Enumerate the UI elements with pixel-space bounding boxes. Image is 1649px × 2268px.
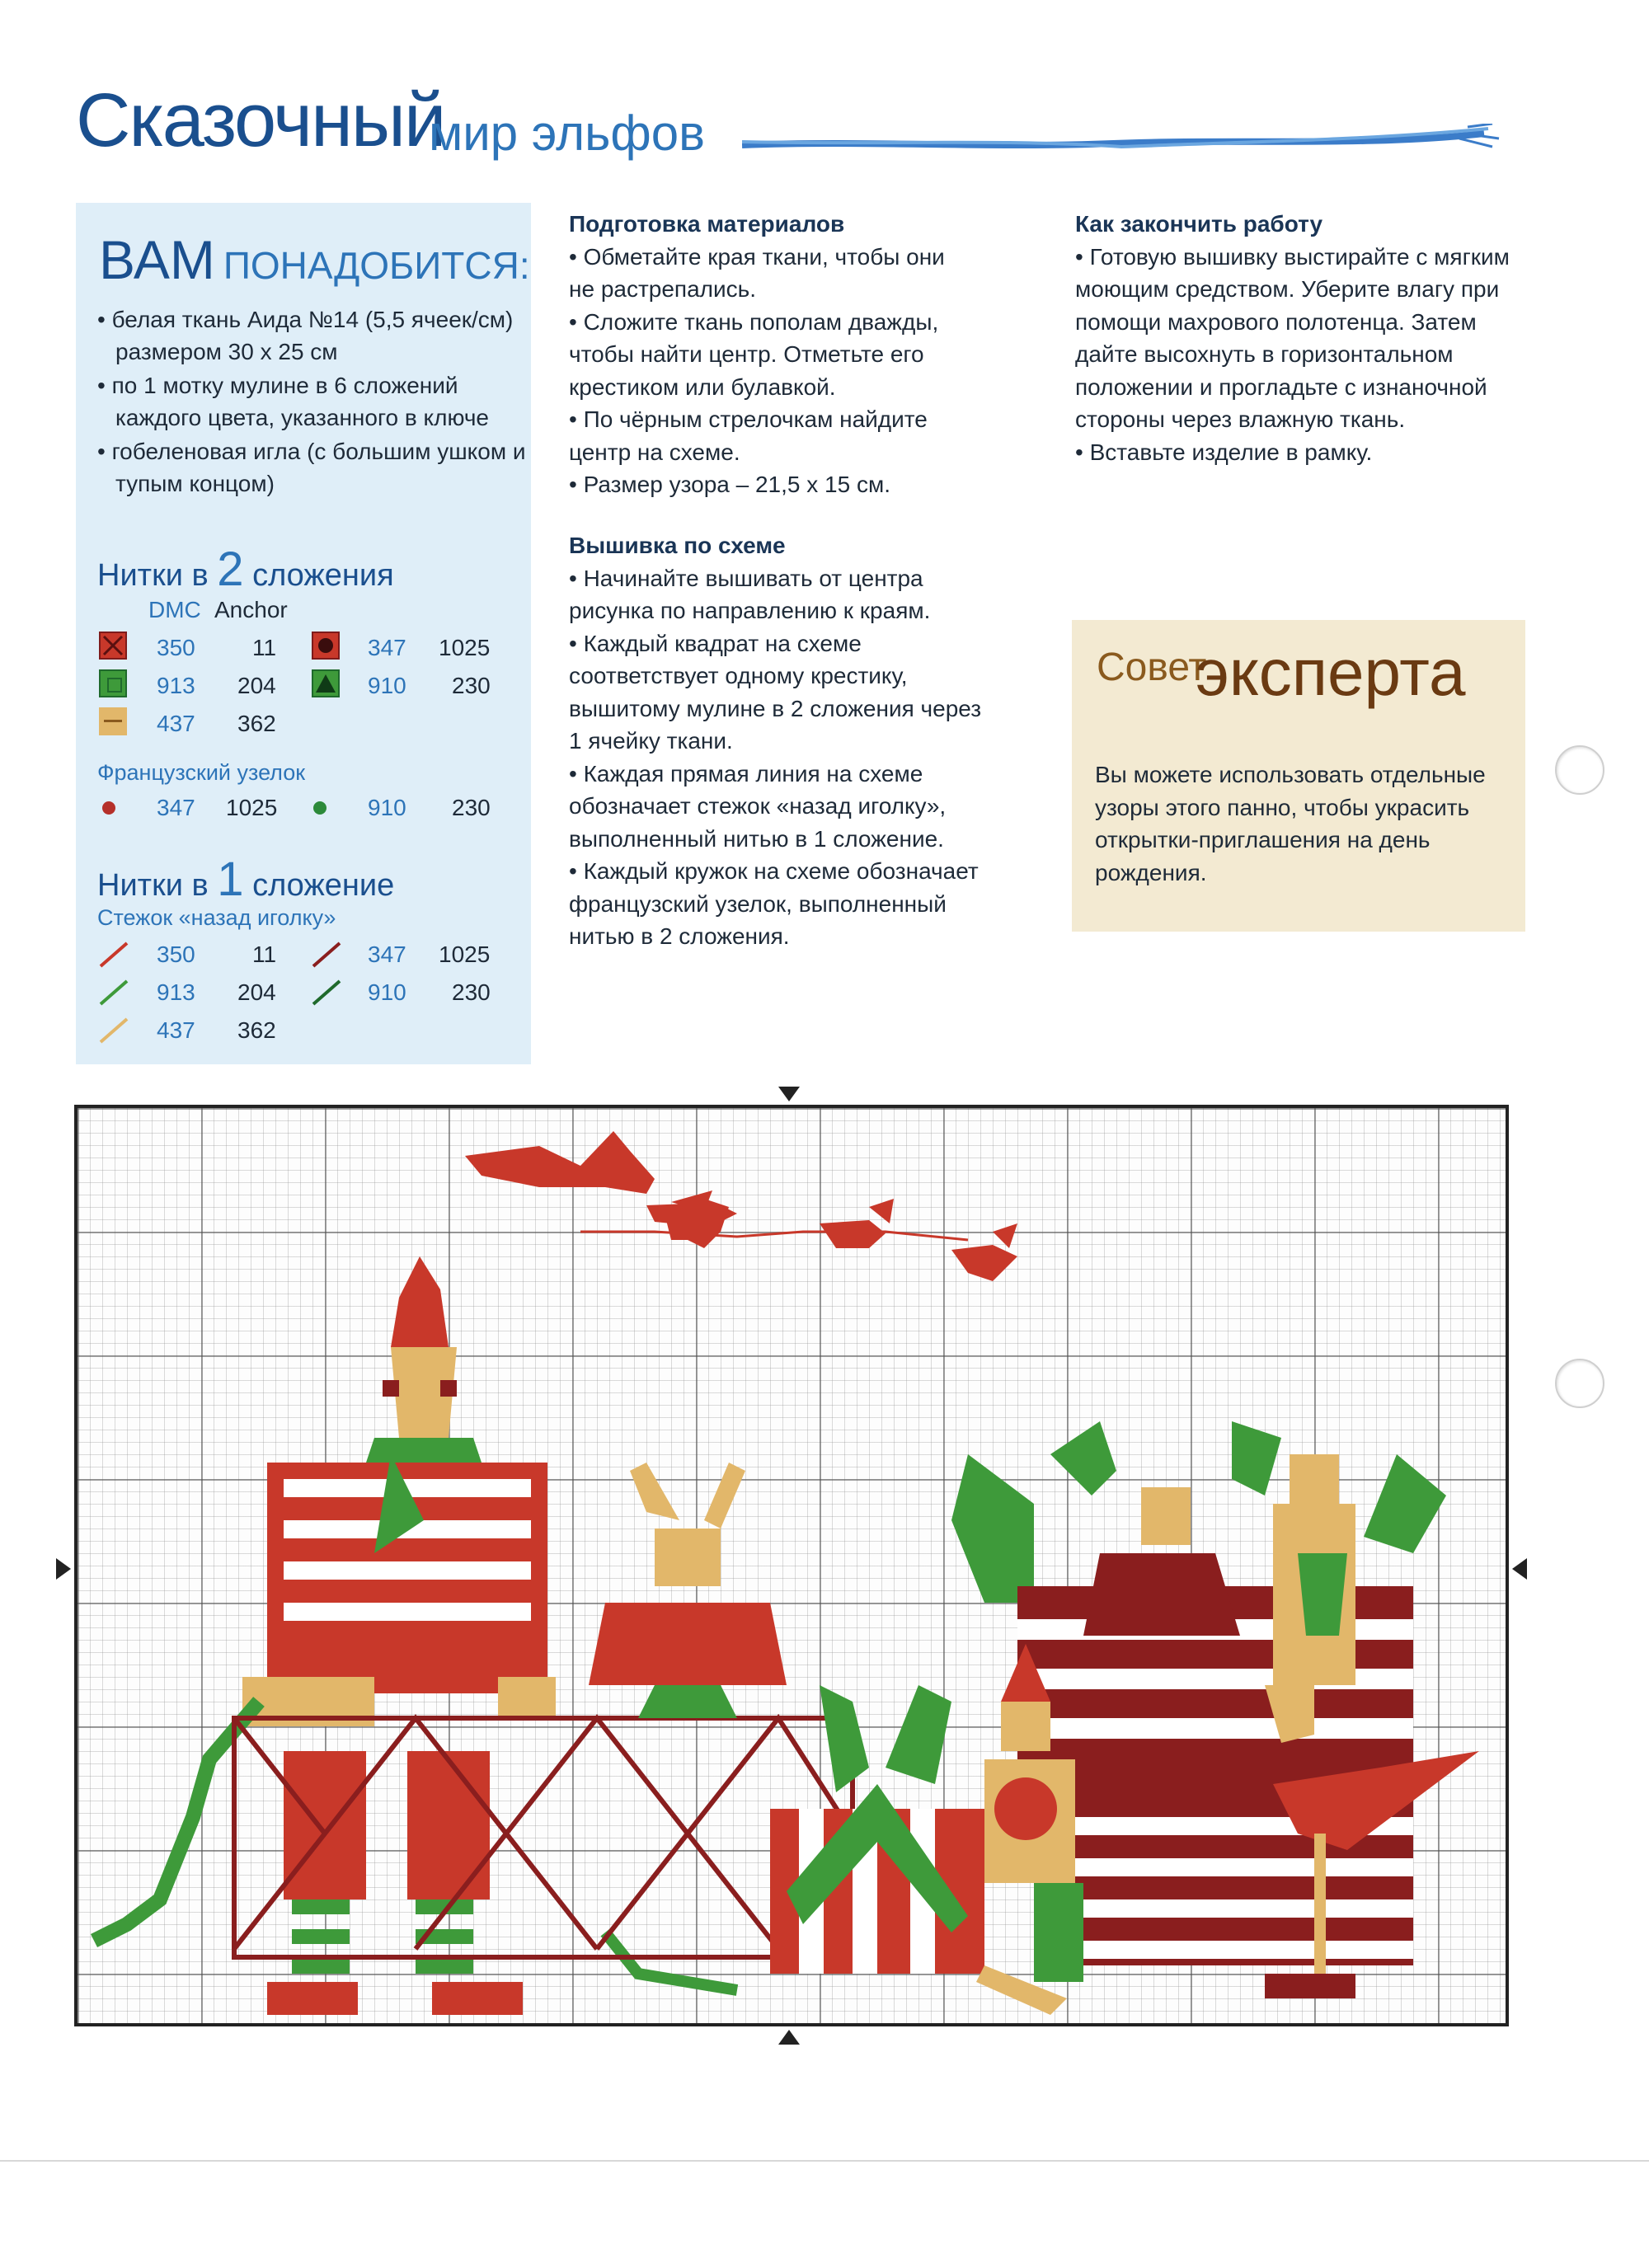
- key1-anchor: 230: [452, 979, 491, 1005]
- rope-bottom: [605, 1932, 737, 1990]
- knot-dmc: 347: [157, 795, 195, 820]
- key2-anchor: 230: [452, 673, 491, 698]
- present-motif: [770, 1685, 984, 1974]
- center-arrow-top-icon: [778, 1087, 800, 1101]
- key-symbol-green-square: [99, 669, 127, 697]
- key1-dmc: 347: [368, 941, 406, 967]
- key2-dmc: 913: [157, 673, 195, 698]
- key-symbol-dark-red-dot: [312, 632, 340, 660]
- prep-item: • По чёрным стрелочкам найдите центр на схеме.: [569, 406, 928, 465]
- key1-anchor: 362: [237, 1017, 276, 1043]
- backstitch-tan-line-icon: [96, 1014, 132, 1047]
- tip-text: Вы можете использовать отдельные узоры этого панно, чтобы украсить открытки-приглашения на день рождения.: [1095, 762, 1486, 885]
- page-subtitle: мир эльфов: [429, 106, 705, 161]
- materials-panel: [76, 203, 531, 1064]
- prep-item: • Обметайте края ткани, чтобы они не растрепались.: [569, 243, 945, 302]
- backstitch-red-line-icon: [96, 938, 132, 971]
- materials-list: [97, 303, 526, 501]
- key2-anchor: 204: [237, 673, 276, 698]
- center-arrow-bottom-icon: [778, 2030, 800, 2045]
- reindeer-2: [820, 1199, 894, 1248]
- reindeer-3: [951, 1223, 1017, 1281]
- french-knot-title: Французский узелок: [97, 760, 306, 785]
- french-knot-green-dot: [313, 801, 327, 815]
- materials-item: • белая ткань Аида №14 (5,5 ячеек/см) размером 30 х 25 см: [97, 307, 514, 364]
- prep-title: Подготовка материалов: [569, 211, 845, 237]
- binder-hole: [1555, 745, 1604, 795]
- key2-dmc: 437: [157, 711, 195, 736]
- tip-heading-big: эксперта: [1196, 636, 1466, 709]
- binder-hole: [1555, 1359, 1604, 1408]
- key1-dmc: 910: [368, 979, 406, 1005]
- key2-anchor: 11: [252, 635, 277, 660]
- bunny-motif: [589, 1463, 787, 1718]
- key-symbol-tan-dash: [99, 707, 127, 735]
- key2-col-anchor: Anchor: [214, 597, 288, 622]
- finish-item: • Вставьте изделие в рамку.: [1075, 439, 1373, 465]
- materials-item: • гобеленовая игла (с большим ушком и тупым концом): [97, 439, 526, 496]
- key1-anchor: 11: [252, 941, 277, 967]
- key2-dmc: 350: [157, 635, 195, 660]
- knot-dmc: 910: [368, 795, 406, 820]
- knot-anchor: 230: [452, 795, 491, 820]
- key1-title: Нитки в 1 сложение: [97, 852, 395, 906]
- materials-heading-small: ПОНАДОБИТСЯ:: [223, 244, 530, 287]
- key2-dmc: 347: [368, 635, 406, 660]
- key1-anchor: 204: [237, 979, 276, 1005]
- embroidery-item: • Начинайте вышивать от центра рисунка по направлению к краям.: [569, 565, 931, 623]
- materials-item: • по 1 мотку мулине в 6 сложений каждого цвета, указанного в ключе: [97, 373, 489, 430]
- center-arrow-right-icon: [1512, 1558, 1527, 1580]
- key2-dmc: 910: [368, 673, 406, 698]
- reins-line: [580, 1232, 968, 1240]
- expert-tip-box: [1072, 620, 1525, 932]
- backstitch-green-line-icon: [96, 976, 132, 1009]
- finish-title: Как закончить работу: [1075, 211, 1323, 237]
- key1-dmc: 350: [157, 941, 195, 967]
- finish-item: • Готовую вышивку выстирайте с мягким моющим средством. Уберите влагу при помощи махрового полотенца. Затем дайте высохнуть в горизонтальном положении и прогладьте с изнаночной стороны через влажную ткань.: [1075, 243, 1510, 432]
- key1-dmc: 437: [157, 1017, 195, 1043]
- key-symbol-dark-green-triangle: [312, 669, 340, 697]
- backstitch-title: Стежок «назад иголку»: [97, 905, 336, 930]
- materials-heading: [99, 229, 530, 290]
- elf-left-motif: [242, 1256, 556, 2015]
- cross-stitch-chart: [74, 1105, 1509, 2026]
- key2-anchor: 362: [237, 711, 276, 736]
- key-symbol-red-cross: [99, 632, 127, 660]
- key1-anchor: 1025: [439, 941, 491, 967]
- key2-title: Нитки в 2 сложения: [97, 542, 394, 596]
- reindeer-1: [663, 1199, 729, 1248]
- page-edge-line: [0, 2160, 1649, 2162]
- backstitch-dark-green-line-icon: [308, 976, 345, 1009]
- tip-heading-small: Совет: [1097, 646, 1207, 689]
- prep-item: • Размер узора – 21,5 х 15 см.: [569, 472, 890, 497]
- embroidery-item: • Каждый квадрат на схеме соответствует одному крестику, вышитому мулине в 2 сложения через 1 ячейку ткани.: [569, 630, 982, 754]
- page-title: Сказочный: [76, 78, 445, 162]
- french-knot-red-dot: [102, 801, 115, 815]
- key2-col-dmc: DMC: [148, 597, 201, 622]
- embroidery-section: [569, 529, 998, 953]
- backstitch-dark-red-line-icon: [308, 938, 345, 971]
- key1-dmc: 913: [157, 979, 195, 1005]
- embroidery-item: • Каждый кружок на схеме обозначает французский узелок, выполненный нитью в 2 сложения.: [569, 858, 979, 949]
- embroidery-item: • Каждая прямая линия на схеме обозначает стежок «назад иголку», выполненный нитью в 1 сложение.: [569, 760, 947, 852]
- pattern-illustration: [78, 1108, 1506, 2023]
- embroidery-title: Вышивка по схеме: [569, 533, 786, 558]
- thread-illustration: [742, 124, 1501, 157]
- center-arrow-left-icon: [56, 1558, 71, 1580]
- prep-section: [569, 208, 965, 501]
- finish-section: [1075, 208, 1520, 468]
- knot-anchor: 1025: [226, 795, 278, 820]
- key2-anchor: 1025: [439, 635, 491, 660]
- key2-title-num: 2: [217, 542, 244, 596]
- materials-heading-big: ВАМ: [99, 229, 215, 290]
- prep-item: • Сложите ткань пополам дважды, чтобы найти центр. Отметьте его крестиком или булавкой.: [569, 308, 939, 400]
- key1-title-num: 1: [217, 852, 244, 906]
